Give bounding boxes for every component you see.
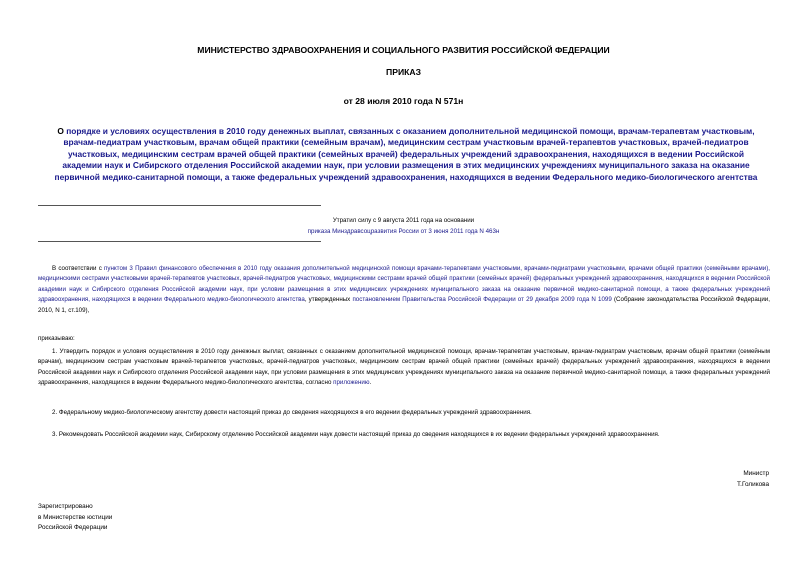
preamble-text-3: (Собрание законодательства Российской Федерации, 2010, N 1, ст.109),: [38, 296, 770, 314]
order-word: приказываю:: [38, 335, 75, 342]
preamble-text-2: , утвержденных: [304, 296, 353, 304]
ministry-heading: МИНИСТЕРСТВО ЗДРАВООХРАНЕНИЯ И СОЦИАЛЬНОГО РАЗВИТИЯ РОССИЙСКОЙ ФЕДЕРАЦИИ: [197, 45, 610, 55]
title-link[interactable]: порядке и условиях осуществления в 2010 году денежных выплат, связанных с оказанием дополнительной медицинской помощи, врачам-терапевтам участковым, врачам-педиатрам участковым, врачам общей практики (семейным врачам), медицинским сестрам участковым врачей-терапевтов участковых, врачей-педиатров участковых, медицинским сестрам врачей общей практики (семейных врачей) федеральных учреждений здравоохранения, находящихся в ведении Российской академии наук и Сибирского отделения Российской академии наук, при условии размещения в этих медицинских учреждениях муниципального заказа на оказание первичной медико-санитарной помощи, а также федеральных учреждений здравоохранения, находящихся в ведении Федерального медико-биологического агентства: [54, 126, 758, 182]
doc-type-heading: ПРИКАЗ: [386, 67, 421, 77]
title-prefix: О: [57, 126, 67, 136]
item-2-paragraph: 2. Федеральному медико-биологическому агентству довести настоящий приказ до сведения находящихся в его ведении федеральных учреждений здравоохранения.: [52, 409, 532, 416]
item-1-end: .: [369, 379, 372, 387]
registration-line-3: Российской Федерации: [38, 524, 108, 531]
registration-block: [38, 502, 112, 534]
status-link[interactable]: приказа Минздравсоцразвития России от 3 июня 2011 года N 463н: [307, 228, 500, 235]
appendix-link[interactable]: приложению: [333, 379, 370, 387]
doc-date: от 28 июля 2010 года N 571н: [343, 96, 464, 106]
government-decree-link[interactable]: постановлением Правительства Российской Федерации от 29 декабря 2009 года N 1099: [352, 296, 612, 304]
rules-link[interactable]: пунктом 3 Правил финансового обеспечения в 2010 году оказания дополнительной медицинской помощи врачами-терапевтами участковыми, врачами-педиатрами участковыми, врачами общей практики (семейными врачами), медицинскими сестрами участковыми врачей-терапевтов участковых, врачей-педиатров участковых, медицинскими сестрами врачей общей практики (семейных врачей) федеральных учреждений здравоохранения, находящихся в ведении Российской академии наук и Сибирского отделения Российской академии наук, при условии размещения в этих медицинских учреждениях муниципального заказа на оказание первичной медико-санитарной помощи, а также федеральных учреждений здравоохранения, находящихся в ведении Федерального медико-биологического агентства: [38, 265, 770, 304]
registration-line-1: Зарегистрировано: [38, 503, 93, 510]
item-3-paragraph: 3. Рекомендовать Российской академии наук, Сибирскому отделению Российской академии наук довести настоящий приказ до сведения находящихся в их ведении федеральных учреждений здравоохранения.: [52, 431, 660, 438]
status-line-1: Утратил силу с 9 августа 2011 года на основании: [332, 217, 475, 224]
document-title: [50, 126, 762, 183]
preamble-text-1: В соответствии с: [52, 265, 105, 272]
divider-top: [38, 205, 321, 206]
signature-name: Т.Голикова: [736, 480, 769, 488]
preamble-paragraph: [38, 264, 770, 316]
signature-block: [737, 469, 769, 490]
registration-line-2: в Министерстве юстиции: [38, 513, 113, 521]
item-1-paragraph: [38, 347, 770, 389]
item-1-text: 1. Утвердить порядок и условия осуществления в 2010 году денежных выплат, связанных с оказанием дополнительной медицинской помощи, врачам-терапевтам участковым, врачам-педиатрам участковым, врачам общей практики (семейным врачам), медицинским сестрам участковым врачей-терапевтов участковых, врачей-педиатров участковых, медицинским сестрам врачей общей практики (семейных врачей) федеральных учреждений здравоохранения, находящихся в ведении Российской академии наук и Сибирского отделения Российской академии наук, при условии размещения в этих медицинских учреждениях муниципального заказа на оказание первичной медико-санитарной помощи, а также федеральных учреждений здравоохранения, находящихся в ведении Федерального медико-биологического агентства, согласно: [38, 348, 770, 387]
divider-bottom: [38, 241, 321, 242]
signature-position: Министр: [743, 470, 769, 477]
